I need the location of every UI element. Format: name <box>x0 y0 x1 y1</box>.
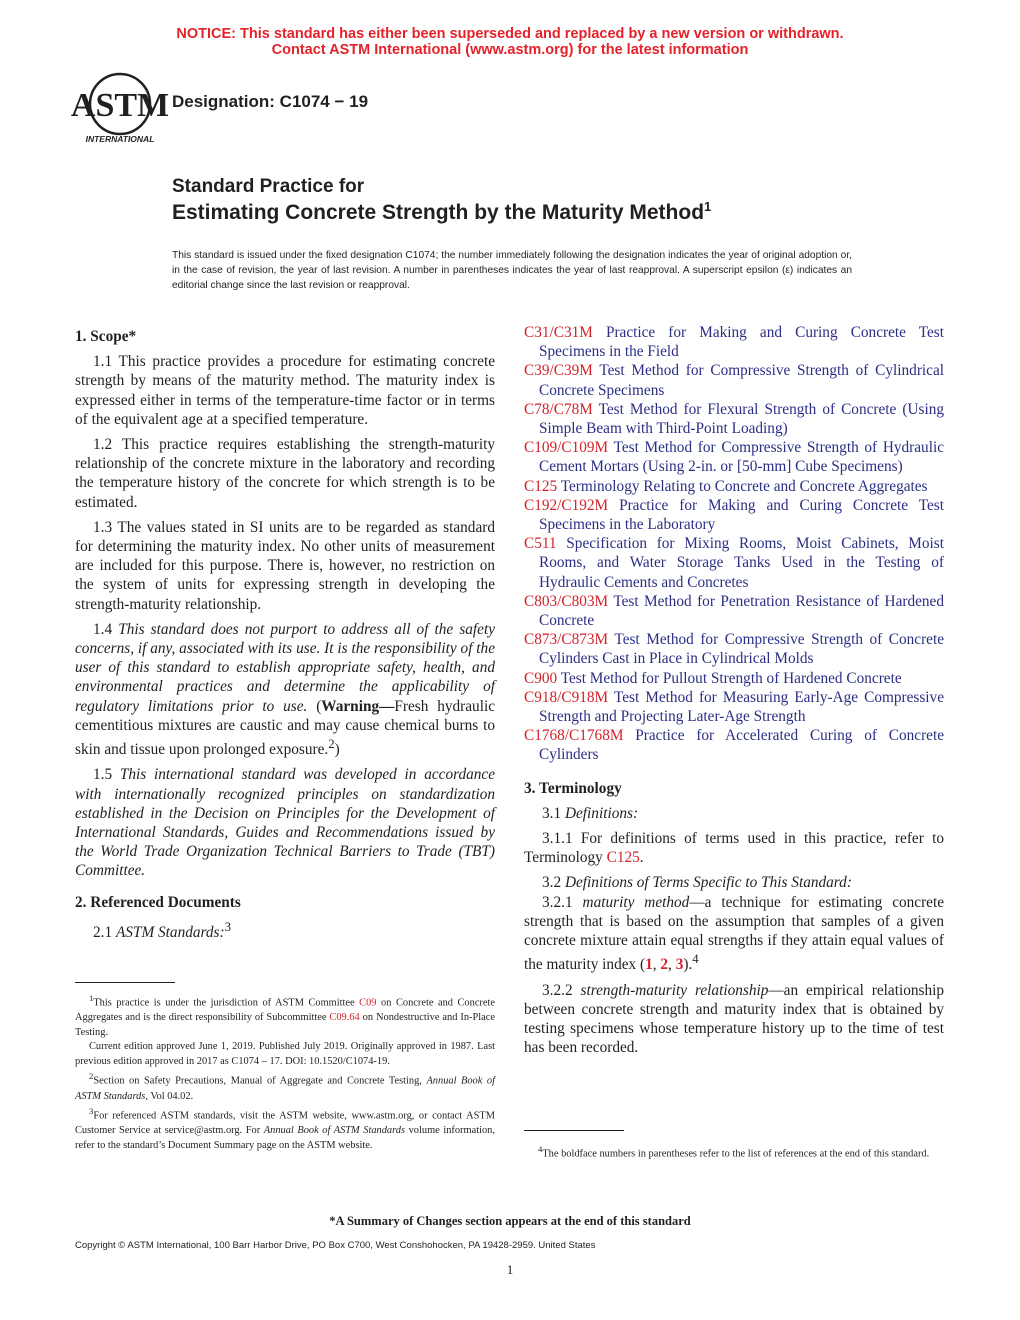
fn-text: For referenced ASTM standards, visit the ASTM website, www.astm.org, or contact ASTM Customer Service at service@astm.org. For <box>75 1110 495 1137</box>
footnote-ref-2[interactable]: 2 <box>328 737 335 752</box>
fn-num: 2 <box>89 1071 94 1082</box>
issuance-note: This standard is issued under the fixed designation C1074; the number immediately following the designation indicates the year of original adoption or, in the case of revision, the year of last revision. A number in parentheses indicates the year of last reapproval. A superscript epsilon (ε) indicates an editorial change since the last revision or reapproval. <box>172 250 852 291</box>
title-footnote-ref[interactable]: 1 <box>704 199 712 214</box>
reference-title-link[interactable]: Test Method for Compressive Strength of Hydraulic Cement Mortars (Using 2-in. or [50-mm] Cube Specimens) <box>539 439 944 476</box>
para-num: 3.1 <box>542 804 562 822</box>
fn-num: 1 <box>89 993 94 1003</box>
footnote-ref-3[interactable]: 3 <box>224 919 231 934</box>
para-3-2 <box>524 873 944 892</box>
reference-item <box>524 477 944 496</box>
reference-code-link[interactable]: C873/C873M <box>524 631 609 649</box>
reference-title-link[interactable]: Test Method for Compressive Strength of Concrete Cylinders Cast in Place in Cylindrical Molds <box>539 631 944 668</box>
para-num: 3.2 <box>542 874 562 892</box>
logo-international: INTERNATIONAL <box>85 134 155 144</box>
fn-text: The boldface numbers in parentheses refer to the list of references at the end of this standard. <box>542 1148 930 1160</box>
para-text: —a technique for estimating concrete strength that is based on the assumption that samples of a given concrete mixture attain equal strengths if they attain equal values of the maturity index ( <box>524 893 944 974</box>
reference-item <box>524 323 944 361</box>
reference-item <box>524 534 944 592</box>
fn-num: 4 <box>538 1144 543 1154</box>
title-line-1: Standard Practice for <box>172 176 365 197</box>
reference-title-link[interactable]: Practice for Accelerated Curing of Concrete Cylinders <box>539 727 944 764</box>
reference-item <box>524 592 944 630</box>
astm-logo <box>70 72 170 148</box>
reference-item <box>524 630 944 668</box>
right-column <box>524 323 944 1063</box>
reference-title-link[interactable]: Test Method for Compressive Strength of Cylindrical Concrete Specimens <box>539 362 944 399</box>
link-c09-64[interactable]: C09.64 <box>329 1012 360 1024</box>
link-c09[interactable]: C09 <box>359 997 377 1009</box>
footnote-3 <box>75 1104 495 1153</box>
fn-italic: Annual Book of ASTM Standards <box>263 1125 406 1137</box>
reference-title-link[interactable]: Terminology Relating to Concrete and Concrete Aggregates <box>557 477 928 495</box>
footnote-4-text <box>524 1142 944 1162</box>
reference-link-3[interactable]: 3 <box>675 956 684 974</box>
page-number: 1 <box>506 1262 514 1277</box>
reference-title-link[interactable]: Practice for Making and Curing Concrete Test Specimens in the Field <box>539 324 944 361</box>
reference-code-link[interactable]: C31/C31M <box>524 324 593 341</box>
para-3-1 <box>524 804 944 823</box>
notice-line-2: Contact ASTM International (www.astm.org) for the latest information <box>271 42 749 58</box>
fn-italic: Annual Book of ASTM Standards <box>75 1075 495 1102</box>
para-italic: ASTM Standards: <box>115 923 225 941</box>
para-num: 1.5 <box>93 766 113 784</box>
footnote-2 <box>75 1069 495 1104</box>
para-1-4 <box>75 620 495 760</box>
para-1-2: 1.2 This practice requires establishing the strength-maturity relationship of the concrete mixture in the laboratory and recording the temperature history of the concrete for which strength is to be estimated. <box>75 436 495 511</box>
reference-title-link[interactable]: Specification for Mixing Rooms, Moist Cabinets, Moist Rooms, and Water Storage Tanks Used in the Testing of Hydraulic Cements and Concretes <box>539 535 944 591</box>
warning-text: Fresh hydraulic cementitious mixtures are caustic and may cause chemical burns to skin and tissue upon prolonged exposure. <box>75 697 495 759</box>
footnote-ref-4[interactable]: 4 <box>692 952 699 967</box>
reference-code-link[interactable]: C511 <box>524 535 557 553</box>
notice-banner <box>0 26 1020 58</box>
title-text: Estimating Concrete Strength by the Maturity Method <box>172 201 705 224</box>
reference-title-link[interactable]: Test Method for Pullout Strength of Hardened Concrete <box>557 669 902 687</box>
para-text: . <box>639 849 644 867</box>
fn-text: on Nondestructive and In-Place Testing. <box>75 1012 495 1038</box>
astm-logo-icon <box>70 72 170 148</box>
para-text: ). <box>683 956 693 974</box>
para-text: —an empirical relationship between concrete strength and maturity index that is obtained by testing specimens whose temperature history up to the time of test has been recorded. <box>524 981 944 1057</box>
para-1-5 <box>75 765 495 880</box>
reference-link-2[interactable]: 2 <box>660 956 669 974</box>
section-heading-terminology: 3. Terminology <box>524 779 622 797</box>
fn-text: on Concrete and Concrete Aggregates and is the direct responsibility of Subcommittee <box>75 997 496 1024</box>
left-column <box>75 323 495 948</box>
link-c125[interactable]: C125 <box>606 849 640 867</box>
fn-num: 3 <box>89 1106 94 1117</box>
reference-title-link[interactable]: Test Method for Penetration Resistance of Hardened Concrete <box>539 592 944 630</box>
para-num: 1.4 <box>93 620 113 638</box>
para-3-2-2 <box>524 981 944 1058</box>
footnotes-left <box>75 991 495 1153</box>
footnote-4 <box>524 1142 944 1162</box>
term: maturity method <box>582 893 690 911</box>
logo-mark: ASTM <box>70 87 170 124</box>
reference-item <box>524 669 944 688</box>
reference-item <box>524 361 944 399</box>
para-3-2-1: 3.2.1 maturity method—a technique for estimating concrete strength that is based on the assumption that samples of a given concrete mixture attain equal strengths if they attain equal values of the maturity index (1, 2, 3).$^4$ <box>524 893 944 974</box>
reference-code-link[interactable]: C803/C803M <box>524 592 609 610</box>
footnote-1 <box>75 991 495 1040</box>
reference-title-link[interactable]: Test Method for Measuring Early-Age Compressive Strength and Projecting Later-Age Strength <box>539 688 944 726</box>
reference-item <box>524 688 944 726</box>
section-heading-scope: 1. Scope* <box>75 328 137 345</box>
footnote-1-approval: Current edition approved June 1, 2019. Published July 2019. Originally approved in 1987. Last previous edition approved in 2017 as C1074 – 17. DOI: 10.1520/C1074-19. <box>75 1041 495 1067</box>
reference-code-link[interactable]: C900 <box>524 669 558 687</box>
para-italic: This international standard was developed in accordance with internationally recognized principles on standardization established in the Decision on Principles for the Development of International Standards, Guides and Recommendations issued by the World Trade Organization Technical Barriers to Trade (TBT) Committee. <box>75 766 495 880</box>
para-num: 2.1 <box>93 923 113 941</box>
para-num: 3.2.2 <box>542 981 573 999</box>
footnote-divider-left <box>75 982 175 983</box>
paren: ) <box>334 741 340 759</box>
notice-line-1: NOTICE: This standard has either been superseded and replaced by a new version or withdrawn. <box>176 26 844 42</box>
designation: Designation: C1074 − 19 <box>172 92 369 111</box>
para-2-1 <box>75 918 495 942</box>
para-italic: Definitions of Terms Specific to This Standard: <box>564 874 852 892</box>
reference-code-link[interactable]: C78/C78M <box>524 400 593 418</box>
fn-text: volume information, refer to the standard’s Document Summary page on the ASTM website. <box>75 1125 495 1151</box>
copyright: Copyright © ASTM International, 100 Barr Harbor Drive, PO Box C700, West Conshohocken, PA 19428-2959. United States <box>75 1240 596 1251</box>
reference-link-1[interactable]: 1 <box>645 956 653 974</box>
para-3-1-1 <box>524 829 944 867</box>
reference-code-link[interactable]: C109/C109M <box>524 439 609 457</box>
fn-text: , Vol 04.02. <box>145 1090 194 1102</box>
reference-code-link[interactable]: C918/C918M <box>524 688 609 706</box>
term: strength-maturity relationship <box>580 981 769 999</box>
reference-item <box>524 438 944 476</box>
reference-code-link[interactable]: C39/C39M <box>524 362 593 380</box>
para-italic: This standard does not purport to address all of the safety concerns, if any, associated with its use. It is the responsibility of the user of this standard to establish appropriate safety, health, and environmental practices and determine the applicability of regulatory limitations prior to use. <box>75 620 495 715</box>
paren: ( <box>316 697 322 715</box>
reference-code-link[interactable]: C125 <box>524 477 558 495</box>
reference-item <box>524 400 944 438</box>
para-text: 3.1.1 For definitions of terms used in this practice, refer to Terminology <box>524 830 944 867</box>
warning-label: Warning— <box>321 697 395 715</box>
summary-note: *A Summary of Changes section appears at the end of this standard <box>329 1214 691 1228</box>
reference-code-link[interactable]: C192/C192M <box>524 496 609 514</box>
footnote-divider-right <box>524 1130 624 1131</box>
reference-title-link[interactable]: Test Method for Flexural Strength of Concrete (Using Simple Beam with Third-Point Loading) <box>539 400 944 438</box>
reference-list <box>524 323 944 765</box>
reference-item <box>524 496 944 534</box>
section-heading-referenced-documents: 2. Referenced Documents <box>75 893 241 911</box>
para-italic: Definitions: <box>564 804 639 822</box>
para-1-3: 1.3 The values stated in SI units are to be regarded as standard for determining the maturity index. No other units of measurement are included for this purpose. There is, however, no restriction on the system of units for expressing strength in developing the strength-maturity relationship. <box>75 518 495 613</box>
reference-code-link[interactable]: C1768/C1768M <box>524 727 624 745</box>
fn-text: Section on Safety Precautions, Manual of Aggregate and Concrete Testing, <box>93 1075 427 1087</box>
para-num: 3.2.1 <box>542 893 573 911</box>
para-1-1: 1.1 This practice provides a procedure for estimating concrete strength by means of the maturity method. The maturity index is expressed either in terms of the temperature-time factor or in terms of the equivalent age at a specified temperature. <box>75 353 495 428</box>
fn-text: This practice is under the jurisdiction of ASTM Committee <box>93 997 360 1009</box>
title-line-2 <box>172 199 711 225</box>
reference-item <box>524 726 944 764</box>
reference-title-link[interactable]: Practice for Making and Curing Concrete Test Specimens in the Laboratory <box>539 496 944 534</box>
